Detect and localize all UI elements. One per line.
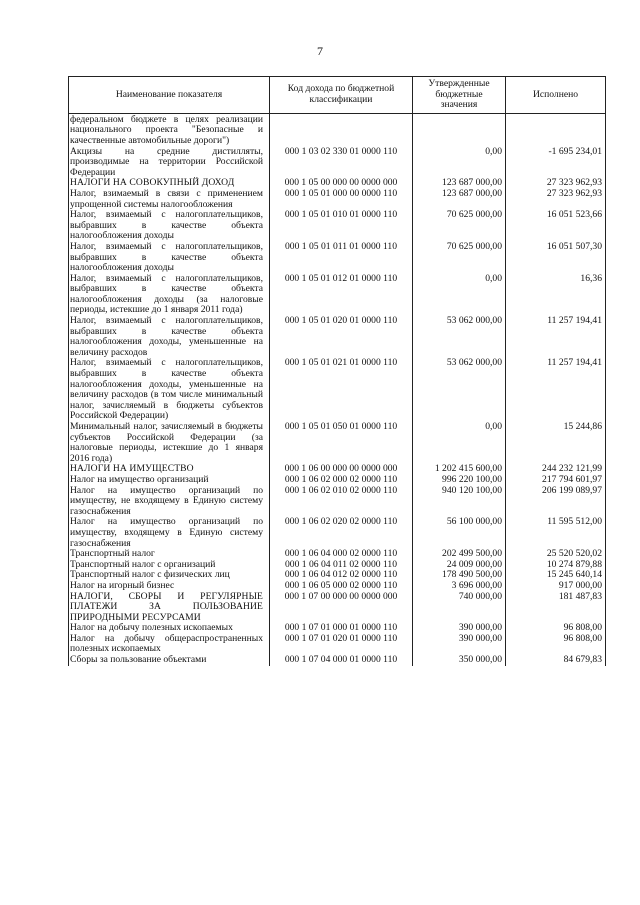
cell-indicator-name: Налог, взимаемый с налогоплательщиков, выбравших в качестве объекта налогообложения доходы, уменьшенные на величину расходов <box>69 316 270 358</box>
cell-executed-value: 16,36 <box>506 274 606 316</box>
table-row <box>69 634 606 655</box>
cell-revenue-code: 000 1 03 02 330 01 0000 110 <box>270 147 413 179</box>
cell-revenue-code: 000 1 05 01 020 01 0000 110 <box>270 316 413 358</box>
cell-approved-value: 70 625 000,00 <box>413 210 506 242</box>
cell-revenue-code: 000 1 07 04 000 01 0000 110 <box>270 655 413 666</box>
cell-revenue-code: 000 1 06 02 000 02 0000 110 <box>270 475 413 486</box>
cell-indicator-name: Налог на имущество организаций по имуществу, входящему в Единую систему газоснабжения <box>69 517 270 549</box>
cell-approved-value: 740 000,00 <box>413 592 506 624</box>
cell-indicator-name: НАЛОГИ НА СОВОКУПНЫЙ ДОХОД <box>69 178 270 189</box>
cell-revenue-code: 000 1 05 01 000 00 0000 110 <box>270 189 413 210</box>
cell-indicator-name: Налог на добычу общераспространенных полезных ископаемых <box>69 634 270 655</box>
cell-approved-value: 390 000,00 <box>413 634 506 655</box>
cell-executed-value: 15 245 640,14 <box>506 570 606 581</box>
header-indicator-name: Наименование показателя <box>69 77 270 114</box>
table-row <box>69 113 606 146</box>
cell-indicator-name: Налог, взимаемый с налогоплательщиков, выбравших в качестве объекта налогообложения доходы, уменьшенные на величину расходов (в том числе минимальный налог, зачисляемый в бюджеты субъектов Российской Федерации) <box>69 358 270 422</box>
cell-executed-value: 84 679,83 <box>506 655 606 666</box>
header-executed: Исполнено <box>506 77 606 114</box>
cell-executed-value: 16 051 507,30 <box>506 242 606 274</box>
cell-approved-value: 202 499 500,00 <box>413 549 506 560</box>
table-header-row <box>69 77 606 114</box>
cell-executed-value: 27 323 962,93 <box>506 178 606 189</box>
cell-approved-value: 0,00 <box>413 422 506 464</box>
cell-executed-value: -1 695 234,01 <box>506 147 606 179</box>
cell-indicator-name: НАЛОГИ НА ИМУЩЕСТВО <box>69 464 270 475</box>
table-row <box>69 581 606 592</box>
table-row <box>69 242 606 274</box>
cell-approved-value: 940 120 100,00 <box>413 486 506 518</box>
table-row <box>69 486 606 518</box>
cell-executed-value: 11 257 194,41 <box>506 358 606 422</box>
cell-approved-value: 0,00 <box>413 147 506 179</box>
cell-executed-value: 11 595 512,00 <box>506 517 606 549</box>
cell-approved-value: 3 696 000,00 <box>413 581 506 592</box>
cell-indicator-name: Транспортный налог <box>69 549 270 560</box>
cell-revenue-code: 000 1 06 04 012 02 0000 110 <box>270 570 413 581</box>
cell-indicator-name: Транспортный налог с организаций <box>69 560 270 571</box>
cell-executed-value: 96 808,00 <box>506 623 606 634</box>
table-row <box>69 475 606 486</box>
table-row <box>69 189 606 210</box>
table-row <box>69 422 606 464</box>
cell-approved-value: 390 000,00 <box>413 623 506 634</box>
cell-indicator-name: Налог на добычу полезных ископаемых <box>69 623 270 634</box>
cell-approved-value: 70 625 000,00 <box>413 242 506 274</box>
cell-indicator-name: Акцизы на средние дистилляты, производимые на территории Российской Федерации <box>69 147 270 179</box>
table-row <box>69 316 606 358</box>
budget-revenue-table <box>68 76 606 666</box>
cell-indicator-name: Налог, взимаемый с налогоплательщиков, выбравших в качестве объекта налогообложения доходы <box>69 210 270 242</box>
table-row <box>69 655 606 666</box>
cell-revenue-code: 000 1 05 01 011 01 0000 110 <box>270 242 413 274</box>
cell-executed-value: 244 232 121,99 <box>506 464 606 475</box>
table-row <box>69 210 606 242</box>
cell-executed-value: 11 257 194,41 <box>506 316 606 358</box>
cell-revenue-code: 000 1 06 00 000 00 0000 000 <box>270 464 413 475</box>
cell-approved-value: 996 220 100,00 <box>413 475 506 486</box>
cell-indicator-name: Налог, взимаемый с налогоплательщиков, выбравших в качестве объекта налогообложения доходы (за налоговые периоды, истекшие до 1 января 2011 года) <box>69 274 270 316</box>
cell-executed-value: 10 274 879,88 <box>506 560 606 571</box>
cell-executed-value: 15 244,86 <box>506 422 606 464</box>
cell-executed-value: 25 520 520,02 <box>506 549 606 560</box>
cell-executed-value: 917 000,00 <box>506 581 606 592</box>
cell-indicator-name: Сборы за пользование объектами <box>69 655 270 666</box>
table-body <box>69 113 606 665</box>
cell-approved-value: 1 202 415 600,00 <box>413 464 506 475</box>
cell-indicator-name: Налог, взимаемый в связи с применением упрощенной системы налогообложения <box>69 189 270 210</box>
cell-revenue-code <box>270 113 413 146</box>
cell-approved-value: 56 100 000,00 <box>413 517 506 549</box>
cell-indicator-name: Транспортный налог с физических лиц <box>69 570 270 581</box>
cell-indicator-name: Налог на имущество организаций <box>69 475 270 486</box>
cell-approved-value: 24 009 000,00 <box>413 560 506 571</box>
table-row <box>69 358 606 422</box>
cell-executed-value: 27 323 962,93 <box>506 189 606 210</box>
cell-indicator-name: Налог, взимаемый с налогоплательщиков, выбравших в качестве объекта налогообложения доходы <box>69 242 270 274</box>
cell-revenue-code: 000 1 05 01 010 01 0000 110 <box>270 210 413 242</box>
cell-approved-value: 178 490 500,00 <box>413 570 506 581</box>
cell-executed-value: 206 199 089,97 <box>506 486 606 518</box>
cell-indicator-name: НАЛОГИ, СБОРЫ И РЕГУЛЯРНЫЕ ПЛАТЕЖИ ЗА ПОЛЬЗОВАНИЕ ПРИРОДНЫМИ РЕСУРСАМИ <box>69 592 270 624</box>
cell-revenue-code: 000 1 06 05 000 02 0000 110 <box>270 581 413 592</box>
cell-revenue-code: 000 1 05 00 000 00 0000 000 <box>270 178 413 189</box>
cell-revenue-code: 000 1 07 01 000 01 0000 110 <box>270 623 413 634</box>
cell-executed-value: 181 487,83 <box>506 592 606 624</box>
cell-revenue-code: 000 1 07 00 000 00 0000 000 <box>270 592 413 624</box>
header-revenue-code: Код дохода по бюджетной классификации <box>270 77 413 114</box>
cell-revenue-code: 000 1 06 02 010 02 0000 110 <box>270 486 413 518</box>
cell-approved-value: 0,00 <box>413 274 506 316</box>
table-row <box>69 517 606 549</box>
cell-approved-value <box>413 113 506 146</box>
cell-executed-value <box>506 113 606 146</box>
cell-revenue-code: 000 1 05 01 021 01 0000 110 <box>270 358 413 422</box>
table-row <box>69 592 606 624</box>
cell-revenue-code: 000 1 05 01 050 01 0000 110 <box>270 422 413 464</box>
cell-approved-value: 123 687 000,00 <box>413 189 506 210</box>
cell-revenue-code: 000 1 07 01 020 01 0000 110 <box>270 634 413 655</box>
cell-indicator-name: Минимальный налог, зачисляемый в бюджеты субъектов Российской Федерации (за налоговые периоды, истекшие до 1 января 2016 года) <box>69 422 270 464</box>
cell-executed-value: 16 051 523,66 <box>506 210 606 242</box>
cell-indicator-name: Налог на игорный бизнес <box>69 581 270 592</box>
cell-approved-value: 53 062 000,00 <box>413 358 506 422</box>
cell-revenue-code: 000 1 06 02 020 02 0000 110 <box>270 517 413 549</box>
header-approved-values: Утвержденные бюджетные значения <box>413 77 506 114</box>
cell-approved-value: 123 687 000,00 <box>413 178 506 189</box>
cell-revenue-code: 000 1 05 01 012 01 0000 110 <box>270 274 413 316</box>
table-row <box>69 274 606 316</box>
cell-executed-value: 96 808,00 <box>506 634 606 655</box>
cell-indicator-name: Налог на имущество организаций по имуществу, не входящему в Единую систему газоснабжения <box>69 486 270 518</box>
cell-revenue-code: 000 1 06 04 011 02 0000 110 <box>270 560 413 571</box>
cell-revenue-code: 000 1 06 04 000 02 0000 110 <box>270 549 413 560</box>
cell-executed-value: 217 794 601,97 <box>506 475 606 486</box>
page-number: 7 <box>317 44 323 58</box>
cell-approved-value: 350 000,00 <box>413 655 506 666</box>
table-row <box>69 147 606 179</box>
cell-indicator-name: федеральном бюджете в целях реализации национального проекта "Безопасные и качественные автомобильные дороги") <box>69 113 270 146</box>
cell-approved-value: 53 062 000,00 <box>413 316 506 358</box>
